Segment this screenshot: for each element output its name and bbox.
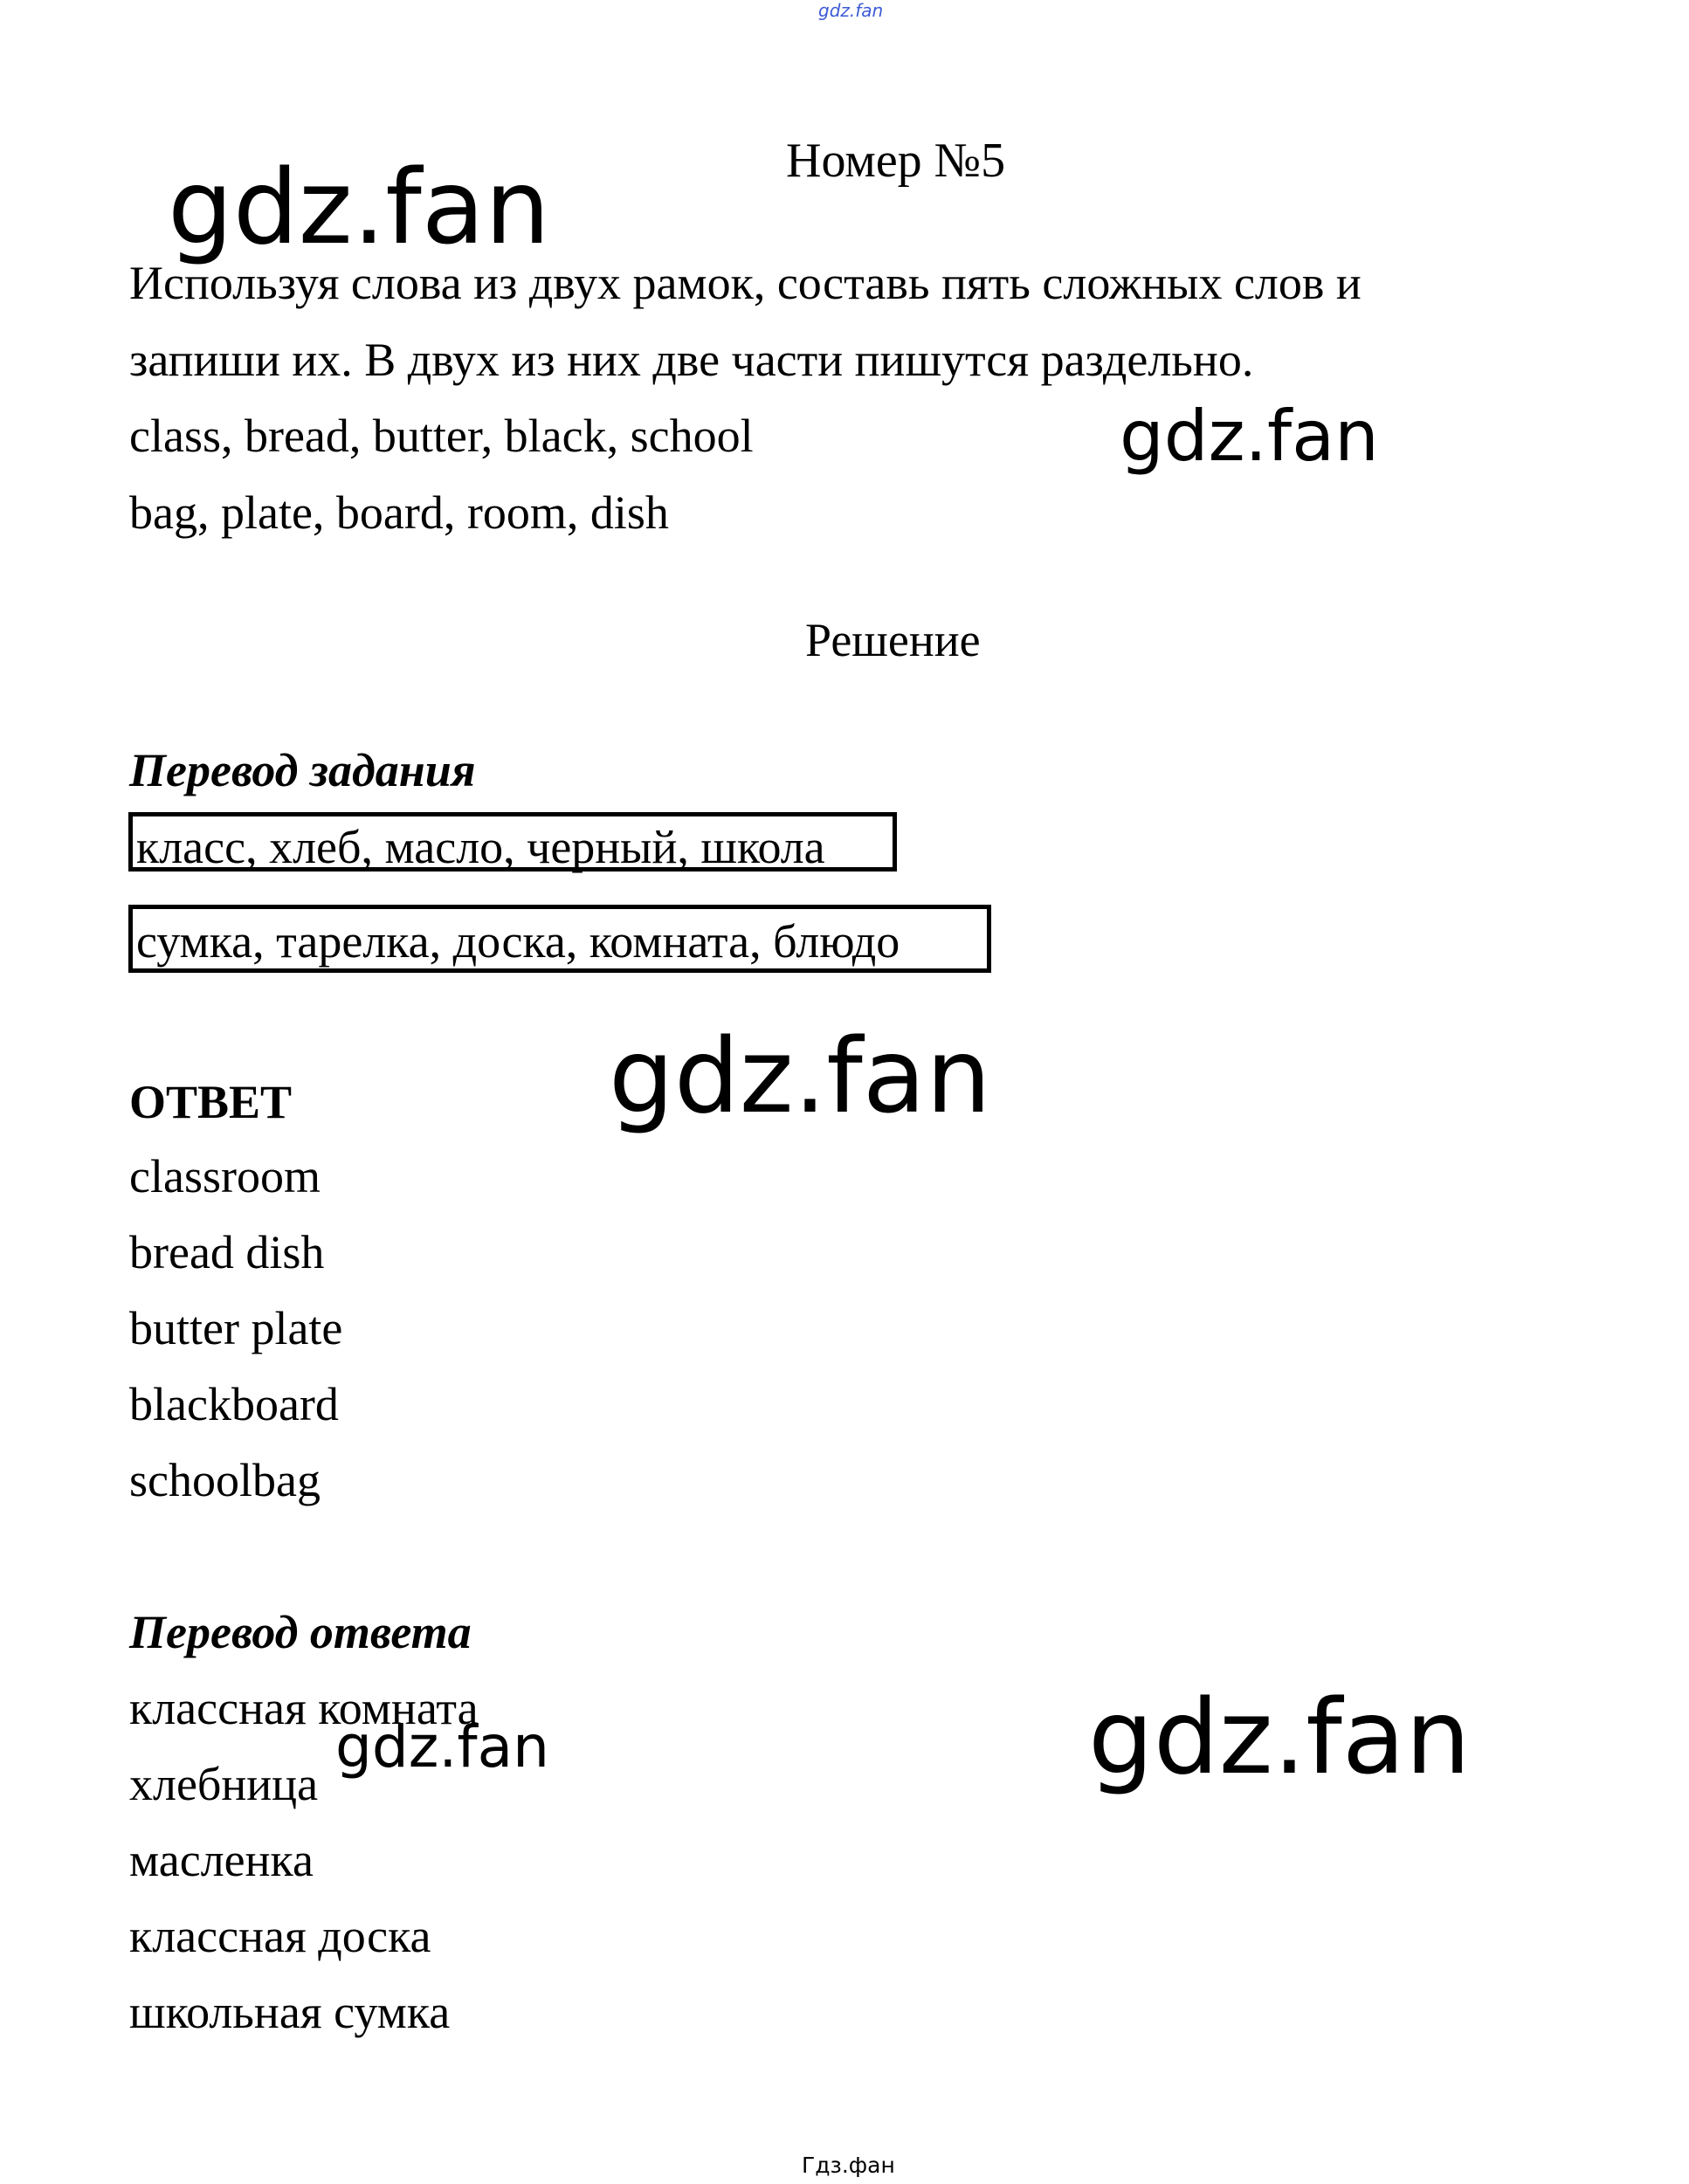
answer-translation-item: классная комната (129, 1682, 479, 1734)
word-box-1: класс, хлеб, масло, черный, школа (128, 812, 897, 872)
answer-translation-item: школьная сумка (129, 1986, 451, 2038)
watermark-2: gdz.fan (1120, 396, 1379, 477)
word-box-2: сумка, тарелка, доска, комната, блюдо (128, 905, 991, 973)
answer-item: classroom (129, 1150, 321, 1202)
answer-item: schoolbag (129, 1454, 321, 1506)
answer-translation-item: масленка (129, 1834, 314, 1886)
answer-item: blackboard (129, 1378, 339, 1430)
answer-translation-item: хлебница (129, 1758, 319, 1810)
watermark-5: gdz.fan (1088, 1677, 1471, 1797)
watermark-3: gdz.fan (609, 1016, 991, 1136)
page-title: Номер №5 (786, 134, 1006, 188)
watermark-1: gdz.fan (168, 147, 550, 267)
task-words-2: bag, plate, board, room, dish (129, 486, 669, 539)
answer-item: butter plate (129, 1302, 343, 1354)
answer-item: bread dish (129, 1226, 325, 1278)
footer-text: Гдз.фан (802, 2153, 895, 2178)
solution-heading: Решение (805, 614, 981, 666)
task-line-2: запиши их. В двух из них две части пишутся раздельно. (129, 334, 1254, 386)
top-watermark: gdz.fan (818, 0, 884, 21)
task-line-1: Используя слова из двух рамок, составь пять сложных слов и (129, 257, 1362, 309)
translation-heading: Перевод задания (129, 744, 476, 796)
answer-translation-heading: Перевод ответа (129, 1606, 472, 1658)
task-words-1: class, bread, butter, black, school (129, 410, 754, 462)
answer-translation-item: классная доска (129, 1910, 431, 1962)
watermark-4: gdz.fan (335, 1713, 549, 1781)
answer-heading: ОТВЕТ (129, 1076, 293, 1128)
